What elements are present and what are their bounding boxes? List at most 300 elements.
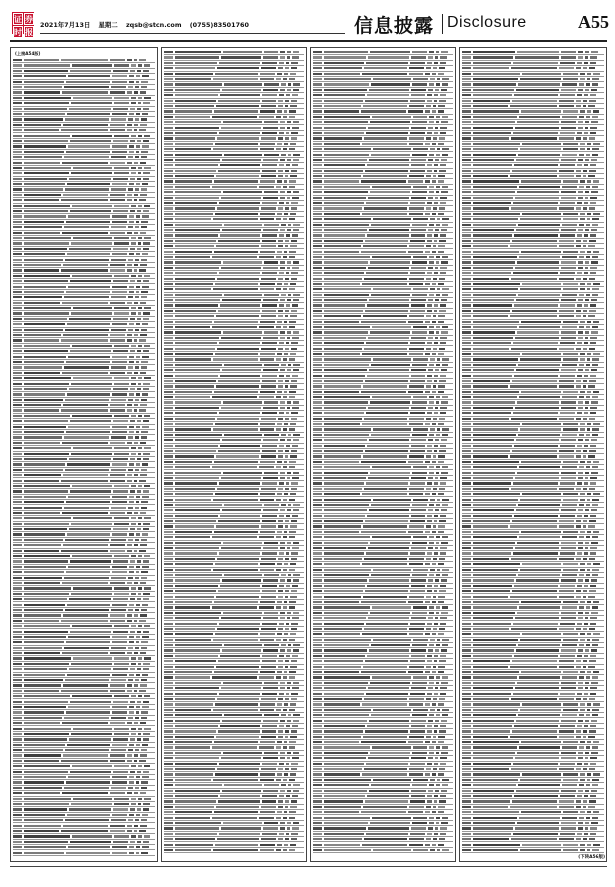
- table-cell: [13, 259, 22, 261]
- table-cell: [293, 299, 299, 301]
- table-cell: [436, 752, 440, 754]
- table-cell: [13, 124, 22, 126]
- table-cell: [462, 331, 471, 333]
- table-cell: [283, 326, 287, 328]
- table-cell: [164, 509, 173, 511]
- table-cell: [135, 469, 139, 471]
- table-cell: [110, 59, 125, 61]
- table-cell: [578, 56, 583, 58]
- table-cell: [590, 623, 597, 625]
- table-cell: [13, 792, 22, 794]
- table-cell: [224, 644, 262, 646]
- table-cell: [221, 477, 261, 479]
- table-cell: [562, 83, 577, 85]
- table-cell: [562, 644, 577, 646]
- table-cell: [313, 267, 322, 269]
- table-cell: [141, 539, 148, 541]
- table-cell: [576, 100, 581, 102]
- table-cell: [286, 585, 290, 587]
- table-cell: [222, 229, 262, 231]
- table-cell: [280, 51, 285, 53]
- table-cell: [13, 587, 22, 589]
- table-cell: [440, 547, 446, 549]
- table-cell: [440, 62, 446, 64]
- table-cell: [13, 64, 22, 66]
- table-cell: [433, 315, 437, 317]
- table-cell: [462, 94, 471, 96]
- table-cell: [142, 183, 149, 185]
- table-cell: [368, 56, 409, 58]
- table-cell: [13, 345, 22, 347]
- table-cell: [24, 431, 64, 433]
- table-cell: [222, 369, 262, 371]
- table-cell: [70, 490, 111, 492]
- table-cell: [63, 825, 108, 827]
- table-cell: [24, 706, 66, 708]
- table-cell: [141, 156, 148, 158]
- table-cell: [519, 536, 560, 538]
- table-cell: [441, 509, 447, 511]
- table-cell: [588, 525, 595, 527]
- table-cell: [293, 369, 299, 371]
- table-cell: [561, 822, 576, 824]
- table-cell: [164, 547, 173, 549]
- table-cell: [462, 423, 471, 425]
- table-cell: [13, 458, 22, 460]
- table-cell: [72, 625, 112, 627]
- table-cell: [561, 331, 576, 333]
- table-cell: [313, 391, 322, 393]
- table-cell: [563, 849, 578, 851]
- table-cell: [111, 717, 126, 719]
- table-cell: [13, 701, 22, 703]
- table-cell: [127, 614, 132, 616]
- table-cell: [136, 253, 140, 255]
- table-cell: [164, 143, 173, 145]
- table-cell: [428, 197, 433, 199]
- table-cell: [263, 477, 278, 479]
- table-cell: [590, 795, 597, 797]
- table-cell: [586, 326, 590, 328]
- table-cell: [435, 197, 439, 199]
- table-cell: [412, 154, 427, 156]
- table-cell: [13, 593, 22, 595]
- table-cell: [592, 358, 599, 360]
- table-cell: [127, 409, 132, 411]
- table-cell: [462, 536, 471, 538]
- table-cell: [412, 574, 427, 576]
- table-cell: [591, 542, 598, 544]
- table-cell: [164, 412, 173, 414]
- table-cell: [433, 455, 437, 457]
- table-cell: [141, 781, 148, 783]
- table-cell: [521, 741, 561, 743]
- table-cell: [429, 401, 434, 403]
- table-cell: [365, 450, 408, 452]
- table-cell: [286, 763, 290, 765]
- contact-email[interactable]: zqsb@stcn.com: [125, 21, 182, 29]
- table-cell: [286, 482, 290, 484]
- table-cell: [473, 461, 519, 463]
- table-cell: [277, 773, 282, 775]
- table-cell: [131, 242, 136, 244]
- table-cell: [586, 116, 590, 118]
- table-cell: [68, 496, 110, 498]
- table-cell: [409, 493, 424, 495]
- table-cell: [438, 385, 444, 387]
- table-cell: [263, 827, 278, 829]
- table-cell: [129, 846, 134, 848]
- table-cell: [261, 768, 276, 770]
- table-cell: [473, 251, 519, 253]
- table-cell: [131, 733, 136, 735]
- table-cell: [520, 569, 560, 571]
- table-cell: [278, 315, 283, 317]
- table-cell: [430, 639, 435, 641]
- table-cell: [518, 504, 559, 506]
- table-cell: [286, 833, 290, 835]
- table-cell: [110, 404, 125, 406]
- title-separator: [442, 14, 443, 34]
- table-cell: [135, 507, 139, 509]
- table-cell: [473, 827, 513, 829]
- table-cell: [576, 488, 581, 490]
- table-cell: [136, 75, 140, 77]
- table-cell: [289, 391, 295, 393]
- table-cell: [224, 574, 262, 576]
- table-cell: [462, 574, 471, 576]
- table-cell: [24, 501, 64, 503]
- table-cell: [13, 156, 22, 158]
- table-cell: [563, 148, 578, 150]
- table-cell: [110, 512, 125, 514]
- table-cell: [131, 345, 136, 347]
- table-cell: [427, 445, 432, 447]
- table-cell: [24, 205, 70, 207]
- table-cell: [164, 504, 173, 506]
- table-cell: [425, 391, 430, 393]
- table-cell: [589, 207, 596, 209]
- table-cell: [559, 698, 574, 700]
- table-cell: [136, 291, 140, 293]
- table-cell: [409, 773, 424, 775]
- table-cell: [261, 838, 276, 840]
- table-cell: [441, 159, 447, 161]
- table-cell: [440, 757, 446, 759]
- table-cell: [576, 105, 581, 107]
- table-cell: [291, 202, 297, 204]
- table-cell: [313, 375, 322, 377]
- table-cell: [373, 709, 411, 711]
- table-cell: [428, 757, 433, 759]
- table-cell: [324, 202, 363, 204]
- table-cell: [590, 407, 597, 409]
- table-cell: [434, 800, 438, 802]
- table-cell: [277, 213, 282, 215]
- table-cell: [473, 509, 514, 511]
- table-cell: [24, 86, 62, 88]
- table-cell: [409, 525, 424, 527]
- table-cell: [585, 229, 589, 231]
- table-cell: [432, 353, 436, 355]
- table-cell: [413, 116, 428, 118]
- table-cell: [24, 442, 60, 444]
- table-cell: [587, 633, 591, 635]
- table-cell: [583, 520, 587, 522]
- table-cell: [129, 286, 134, 288]
- table-cell: [175, 434, 221, 436]
- table-cell: [138, 593, 142, 595]
- table-cell: [219, 482, 260, 484]
- table-cell: [277, 73, 282, 75]
- table-cell: [412, 51, 427, 53]
- table-cell: [583, 175, 587, 177]
- table-cell: [13, 523, 22, 525]
- table-cell: [278, 520, 283, 522]
- table-cell: [442, 364, 448, 366]
- table-cell: [114, 312, 129, 314]
- table-cell: [442, 154, 448, 156]
- table-cell: [513, 693, 557, 695]
- table-cell: [224, 154, 262, 156]
- table-cell: [280, 331, 285, 333]
- table-cell: [291, 272, 297, 274]
- table-cell: [164, 439, 173, 441]
- table-cell: [130, 280, 135, 282]
- table-cell: [586, 504, 590, 506]
- table-cell: [175, 62, 216, 64]
- table-cell: [473, 563, 520, 565]
- table-cell: [284, 110, 288, 112]
- table-cell: [137, 210, 141, 212]
- table-cell: [324, 725, 364, 727]
- table-cell: [13, 420, 22, 422]
- table-cell: [462, 304, 471, 306]
- table-cell: [462, 51, 471, 53]
- table-cell: [313, 240, 322, 242]
- table-cell: [293, 822, 299, 824]
- table-cell: [13, 690, 22, 692]
- table-cell: [24, 771, 68, 773]
- table-cell: [368, 477, 409, 479]
- table-cell: [313, 132, 322, 134]
- table-cell: [324, 401, 367, 403]
- table-cell: [64, 156, 108, 158]
- table-cell: [213, 428, 258, 430]
- table-cell: [313, 833, 322, 835]
- table-cell: [590, 552, 597, 554]
- table-cell: [514, 725, 558, 727]
- table-cell: [324, 552, 363, 554]
- table-cell: [462, 213, 471, 215]
- table-cell: [425, 110, 430, 112]
- table-cell: [560, 234, 575, 236]
- table-cell: [276, 499, 281, 501]
- table-cell: [68, 636, 110, 638]
- table-cell: [324, 477, 365, 479]
- table-cell: [372, 116, 411, 118]
- table-cell: [24, 291, 64, 293]
- table-cell: [324, 299, 366, 301]
- table-cell: [313, 401, 322, 403]
- table-cell: [114, 663, 129, 665]
- table-cell: [430, 779, 435, 781]
- table-cell: [313, 817, 322, 819]
- table-cell: [264, 822, 279, 824]
- table-cell: [13, 501, 22, 503]
- table-cell: [175, 224, 221, 226]
- table-cell: [134, 302, 138, 304]
- table-cell: [313, 531, 322, 533]
- table-cell: [278, 348, 283, 350]
- table-cell: [63, 614, 108, 616]
- table-cell: [141, 329, 148, 331]
- table-cell: [562, 746, 577, 748]
- table-cell: [441, 299, 447, 301]
- table-cell: [71, 312, 111, 314]
- table-cell: [473, 844, 520, 846]
- table-cell: [440, 617, 446, 619]
- table-cell: [313, 89, 322, 91]
- table-cell: [428, 89, 433, 91]
- table-cell: [324, 121, 367, 123]
- table-cell: [65, 539, 109, 541]
- table-cell: [24, 345, 70, 347]
- table-cell: [280, 121, 285, 123]
- table-cell: [291, 380, 297, 382]
- table-cell: [576, 666, 581, 668]
- table-cell: [578, 542, 583, 544]
- table-cell: [110, 334, 125, 336]
- table-cell: [112, 323, 127, 325]
- table-cell: [64, 717, 108, 719]
- table-cell: [259, 116, 274, 118]
- table-cell: [520, 358, 560, 360]
- table-cell: [429, 294, 434, 296]
- table-cell: [583, 207, 587, 209]
- table-cell: [473, 822, 515, 824]
- table-cell: [426, 455, 431, 457]
- table-cell: [164, 428, 173, 430]
- table-cell: [284, 531, 288, 533]
- table-cell: [66, 361, 109, 363]
- table-cell: [114, 167, 129, 169]
- table-cell: [137, 771, 141, 773]
- table-cell: [510, 245, 556, 247]
- table-cell: [138, 312, 142, 314]
- table-cell: [283, 606, 287, 608]
- table-cell: [261, 137, 276, 139]
- table-cell: [462, 644, 471, 646]
- table-cell: [13, 852, 22, 854]
- table-cell: [462, 633, 471, 635]
- table-cell: [588, 806, 595, 808]
- table-cell: [515, 407, 558, 409]
- table-cell: [473, 380, 510, 382]
- table-cell: [135, 118, 139, 120]
- table-cell: [175, 574, 221, 576]
- table-cell: [563, 563, 578, 565]
- table-cell: [62, 512, 108, 514]
- table-cell: [577, 693, 582, 695]
- table-cell: [136, 641, 140, 643]
- table-cell: [286, 132, 290, 134]
- table-cell: [370, 612, 410, 614]
- table-cell: [313, 234, 322, 236]
- table-cell: [409, 596, 424, 598]
- table-cell: [313, 331, 322, 333]
- table-cell: [473, 207, 509, 209]
- table-cell: [369, 439, 410, 441]
- table-cell: [13, 264, 22, 266]
- table-cell: [24, 280, 68, 282]
- table-cell: [324, 520, 362, 522]
- table-cell: [284, 213, 288, 215]
- table-cell: [63, 124, 108, 126]
- table-cell: [462, 795, 471, 797]
- table-cell: [175, 234, 217, 236]
- table-cell: [71, 593, 111, 595]
- table-cell: [24, 577, 62, 579]
- table-cell: [130, 841, 135, 843]
- table-cell: [432, 811, 436, 813]
- table-cell: [291, 763, 297, 765]
- table-cell: [520, 849, 560, 851]
- table-cell: [138, 587, 142, 589]
- table-cell: [462, 455, 471, 457]
- table-cell: [278, 385, 283, 387]
- table-cell: [433, 698, 437, 700]
- table-cell: [290, 385, 296, 387]
- table-cell: [287, 720, 291, 722]
- table-cell: [260, 180, 275, 182]
- table-cell: [280, 720, 285, 722]
- table-cell: [261, 806, 276, 808]
- table-cell: [593, 213, 600, 215]
- table-cell: [262, 342, 277, 344]
- table-cell: [442, 499, 448, 501]
- table-cell: [577, 585, 582, 587]
- table-cell: [290, 455, 296, 457]
- table-cell: [127, 684, 132, 686]
- table-cell: [435, 790, 439, 792]
- table-cell: [324, 180, 358, 182]
- table-cell: [164, 585, 173, 587]
- table-cell: [429, 472, 434, 474]
- table-cell: [432, 671, 436, 673]
- table-cell: [259, 676, 274, 678]
- table-cell: [285, 525, 289, 527]
- table-cell: [73, 657, 112, 659]
- table-cell: [213, 288, 258, 290]
- table-cell: [442, 288, 448, 290]
- table-cell: [591, 51, 598, 53]
- table-cell: [462, 127, 471, 129]
- table-cell: [13, 841, 22, 843]
- table-cell: [576, 245, 581, 247]
- table-cell: [324, 536, 369, 538]
- table-cell: [511, 67, 557, 69]
- table-cell: [473, 660, 510, 662]
- table-cell: [427, 800, 432, 802]
- table-cell: [140, 722, 147, 724]
- table-cell: [427, 240, 432, 242]
- table-cell: [441, 682, 447, 684]
- table-cell: [364, 418, 408, 420]
- table-cell: [277, 493, 282, 495]
- table-cell: [372, 606, 411, 608]
- table-cell: [409, 488, 424, 490]
